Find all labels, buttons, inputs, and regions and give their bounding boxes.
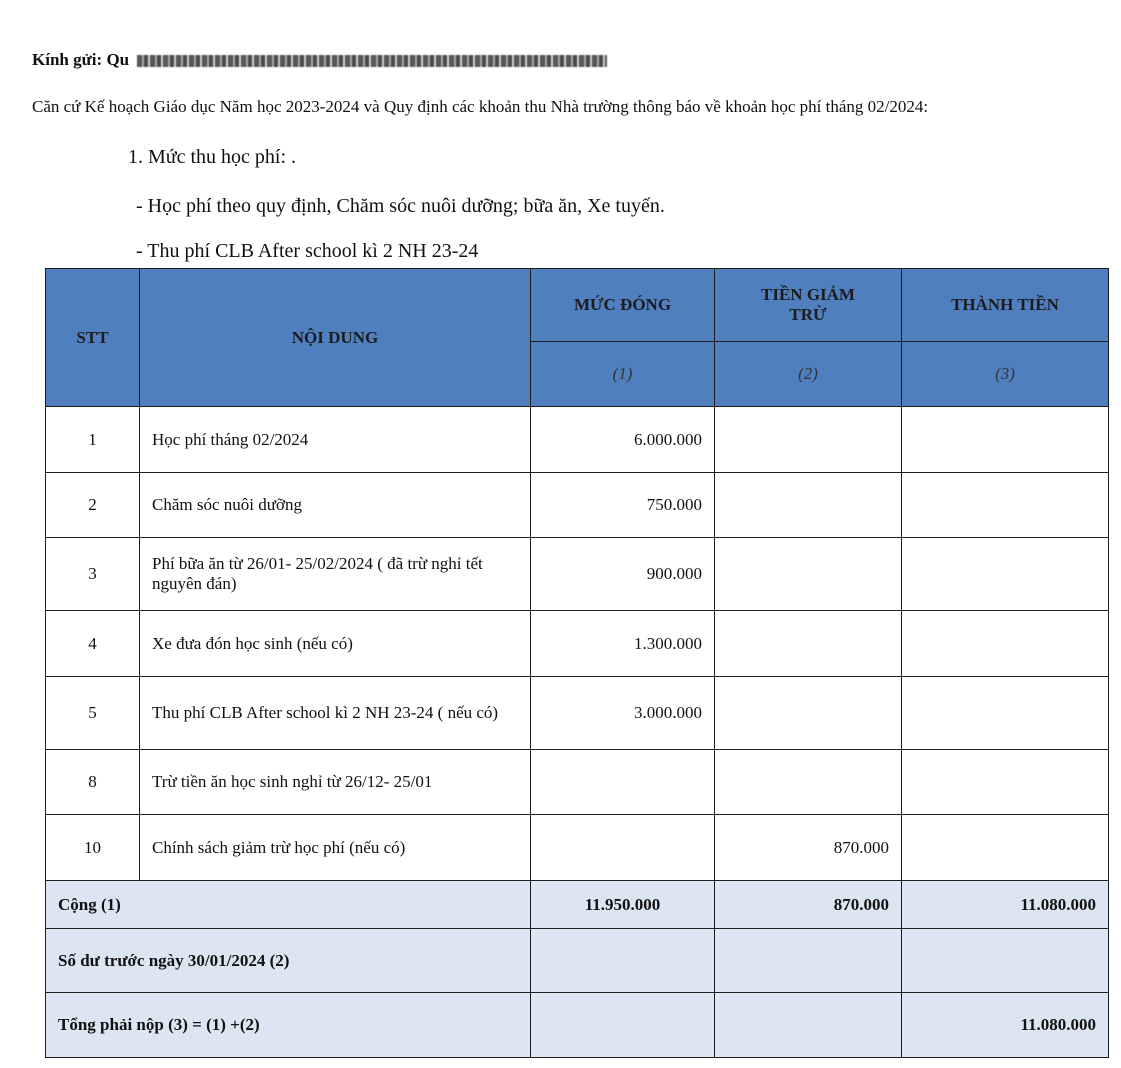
table-row xyxy=(46,538,1109,611)
balance-row xyxy=(46,929,1109,993)
balance-label: Số dư trước ngày 30/01/2024 (2) xyxy=(46,929,531,993)
row-total xyxy=(902,407,1109,473)
balance-discount xyxy=(715,929,902,993)
row-discount xyxy=(715,473,902,538)
header-total-index: (3) xyxy=(902,342,1109,407)
subtotal-label: Cộng (1) xyxy=(46,881,531,929)
header-stt: STT xyxy=(46,269,140,407)
row-total xyxy=(902,473,1109,538)
header-fee: MỨC ĐÓNG xyxy=(531,269,715,342)
row-fee: 900.000 xyxy=(531,538,715,611)
balance-total xyxy=(902,929,1109,993)
header-content: NỘI DUNG xyxy=(140,269,531,407)
subtotal-discount: 870.000 xyxy=(715,881,902,929)
row-content: Xe đưa đón học sinh (nếu có) xyxy=(140,611,531,677)
row-fee: 750.000 xyxy=(531,473,715,538)
row-fee: 3.000.000 xyxy=(531,677,715,750)
subtotal-fee: 11.950.000 xyxy=(531,881,715,929)
row-stt: 1 xyxy=(46,407,140,473)
row-discount xyxy=(715,538,902,611)
table-row xyxy=(46,611,1109,677)
table-row xyxy=(46,750,1109,815)
redacted-recipient xyxy=(137,55,607,67)
row-content: Chính sách giảm trừ học phí (nếu có) xyxy=(140,815,531,881)
row-fee xyxy=(531,750,715,815)
grand-total-fee xyxy=(531,993,715,1058)
row-total xyxy=(902,750,1109,815)
row-content: Chăm sóc nuôi dưỡng xyxy=(140,473,531,538)
row-stt: 3 xyxy=(46,538,140,611)
row-stt: 5 xyxy=(46,677,140,750)
row-total xyxy=(902,677,1109,750)
row-fee: 6.000.000 xyxy=(531,407,715,473)
subtotal-total: 11.080.000 xyxy=(902,881,1109,929)
grand-total-row xyxy=(46,993,1109,1058)
table-row xyxy=(46,407,1109,473)
table-row xyxy=(46,815,1109,881)
header-discount-index: (2) xyxy=(715,342,902,407)
intro-text: Căn cứ Kế hoạch Giáo dục Năm học 2023-2024 và Quy định các khoản thu Nhà trường thông báo về khoản học phí tháng 02/2024: xyxy=(32,97,929,116)
header-row xyxy=(46,269,1109,342)
row-content: Thu phí CLB After school kì 2 NH 23-24 ( nếu có) xyxy=(140,677,531,750)
row-stt: 2 xyxy=(46,473,140,538)
subtotal-row xyxy=(46,881,1109,929)
balance-fee xyxy=(531,929,715,993)
row-stt: 4 xyxy=(46,611,140,677)
row-total xyxy=(902,815,1109,881)
row-content: Phí bữa ăn từ 26/01- 25/02/2024 ( đã trừ nghỉ tết nguyên đán) xyxy=(140,538,531,611)
row-fee: 1.300.000 xyxy=(531,611,715,677)
row-total xyxy=(902,611,1109,677)
greeting-line xyxy=(32,50,607,70)
greeting-label: Kính gửi: Qu xyxy=(32,50,130,69)
row-content: Học phí tháng 02/2024 xyxy=(140,407,531,473)
table-row xyxy=(46,473,1109,538)
bullet-club-fee: - Thu phí CLB After school kì 2 NH 23-24 xyxy=(136,240,479,262)
row-stt: 8 xyxy=(46,750,140,815)
header-fee-index: (1) xyxy=(531,342,715,407)
list-item-fee-level: 1. Mức thu học phí: . xyxy=(128,146,297,168)
fee-table xyxy=(45,268,1109,1058)
row-fee xyxy=(531,815,715,881)
row-discount xyxy=(715,611,902,677)
row-content: Trừ tiền ăn học sinh nghỉ từ 26/12- 25/01 xyxy=(140,750,531,815)
grand-total-discount xyxy=(715,993,902,1058)
row-total xyxy=(902,538,1109,611)
grand-total-label: Tổng phải nộp (3) = (1) +(2) xyxy=(46,993,531,1058)
row-discount: 870.000 xyxy=(715,815,902,881)
row-discount xyxy=(715,407,902,473)
grand-total-amount: 11.080.000 xyxy=(902,993,1109,1058)
table-row xyxy=(46,677,1109,750)
header-discount: TIỀN GIẢM TRỪ xyxy=(715,269,902,342)
header-total: THÀNH TIỀN xyxy=(902,269,1109,342)
row-discount xyxy=(715,677,902,750)
row-discount xyxy=(715,750,902,815)
row-stt: 10 xyxy=(46,815,140,881)
bullet-fee-items: - Học phí theo quy định, Chăm sóc nuôi dưỡng; bữa ăn, Xe tuyến. xyxy=(136,195,665,217)
